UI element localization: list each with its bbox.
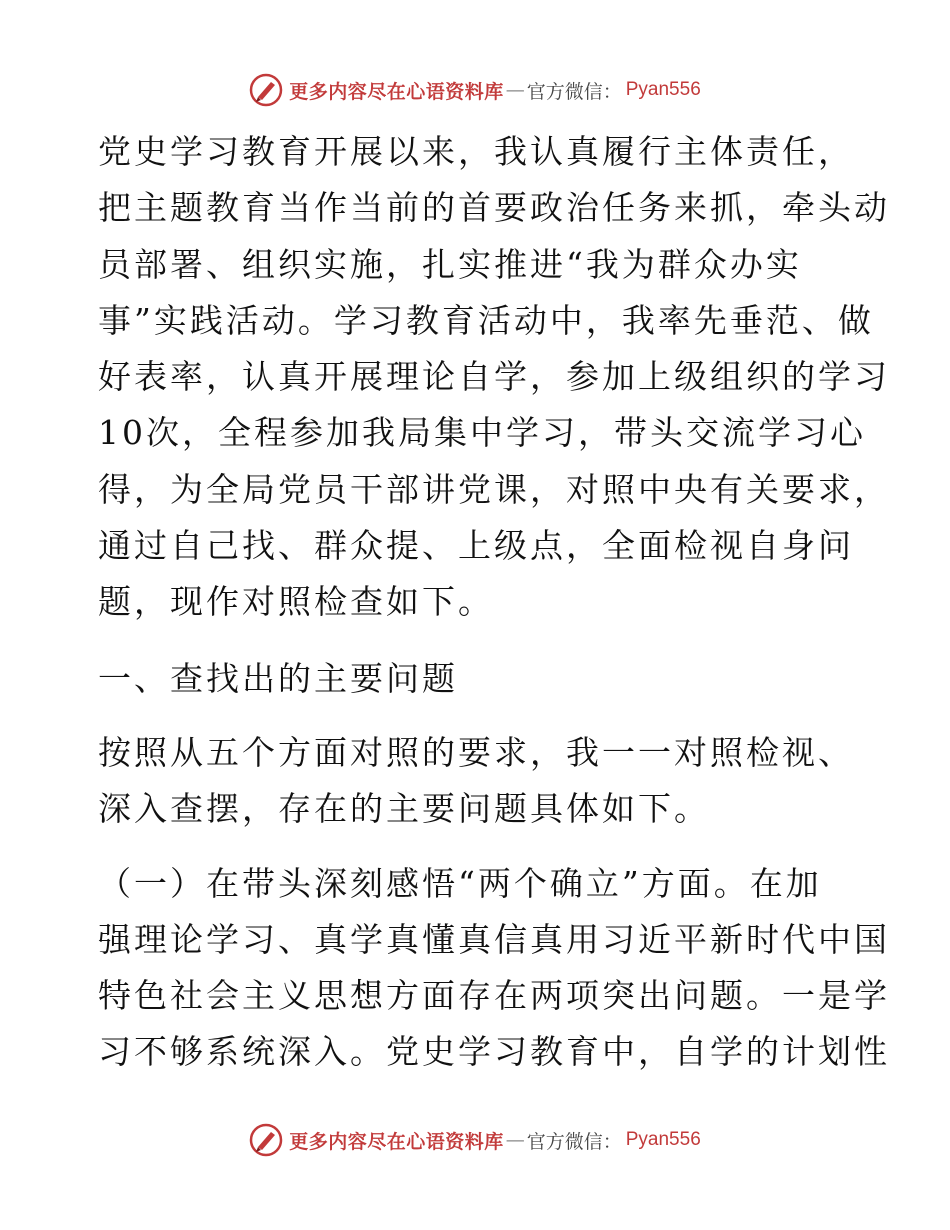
subsection-paragraph bbox=[98, 856, 890, 1081]
header-wechat-label: 官方微信： bbox=[526, 80, 622, 103]
text-line: 好表率，认真开展理论自学，参加上级组织的学习 bbox=[98, 357, 890, 397]
section-heading bbox=[98, 651, 858, 707]
header-wechat-id: Pyan556 bbox=[625, 79, 701, 100]
text-line: 强理论学习、真学真懂真信真用习近平新时代中国 bbox=[98, 919, 890, 959]
text-line: 10次，全程参加我局集中学习，带头交流学习心 bbox=[98, 413, 866, 453]
footer-library-text: 更多内容尽在心语资料库 bbox=[289, 1130, 504, 1153]
text-line: （一）在带头深刻感悟“两个确立”方面。在加 bbox=[98, 863, 822, 903]
footer-wechat-id: Pyan556 bbox=[625, 1129, 701, 1150]
text-line: 通过自己找、群众提、上级点，全面检视自身问 bbox=[98, 526, 854, 566]
footer-banner bbox=[0, 1120, 950, 1160]
document-body bbox=[98, 124, 890, 1081]
text-line: 事”实践活动。学习教育活动中，我率先垂范、做 bbox=[98, 300, 874, 340]
header-library-text: 更多内容尽在心语资料库 bbox=[289, 80, 504, 103]
text-line: 得，为全局党员干部讲党课，对照中央有关要求， bbox=[98, 469, 890, 509]
text-line: 员部署、组织实施，扎实推进“我为群众办实 bbox=[98, 244, 802, 284]
intro-paragraph bbox=[98, 124, 890, 631]
section-paragraph bbox=[98, 725, 858, 838]
text-line: 题，现作对照检查如下。 bbox=[98, 582, 494, 622]
footer-wechat-label: 官方微信： bbox=[526, 1130, 622, 1153]
text-line: 按照从五个方面对照的要求，我一一对照检视、 bbox=[98, 732, 854, 772]
pen-logo-icon bbox=[249, 1123, 283, 1157]
text-line: 深入查摆，存在的主要问题具体如下。 bbox=[98, 789, 710, 829]
text-line: 特色社会主义思想方面存在两项突出问题。一是学 bbox=[98, 976, 890, 1016]
pen-logo-icon bbox=[249, 73, 283, 107]
text-line: 把主题教育当作当前的首要政治任务来抓，牵头动 bbox=[98, 188, 890, 228]
header-banner bbox=[0, 70, 950, 110]
text-line: 党史学习教育开展以来，我认真履行主体责任， bbox=[98, 132, 854, 171]
footer-dash: — bbox=[505, 1129, 525, 1151]
header-dash: — bbox=[505, 79, 525, 101]
text-line: 习不够系统深入。党史学习教育中，自学的计划性 bbox=[98, 1032, 890, 1072]
heading-text: 一、查找出的主要问题 bbox=[98, 658, 458, 698]
